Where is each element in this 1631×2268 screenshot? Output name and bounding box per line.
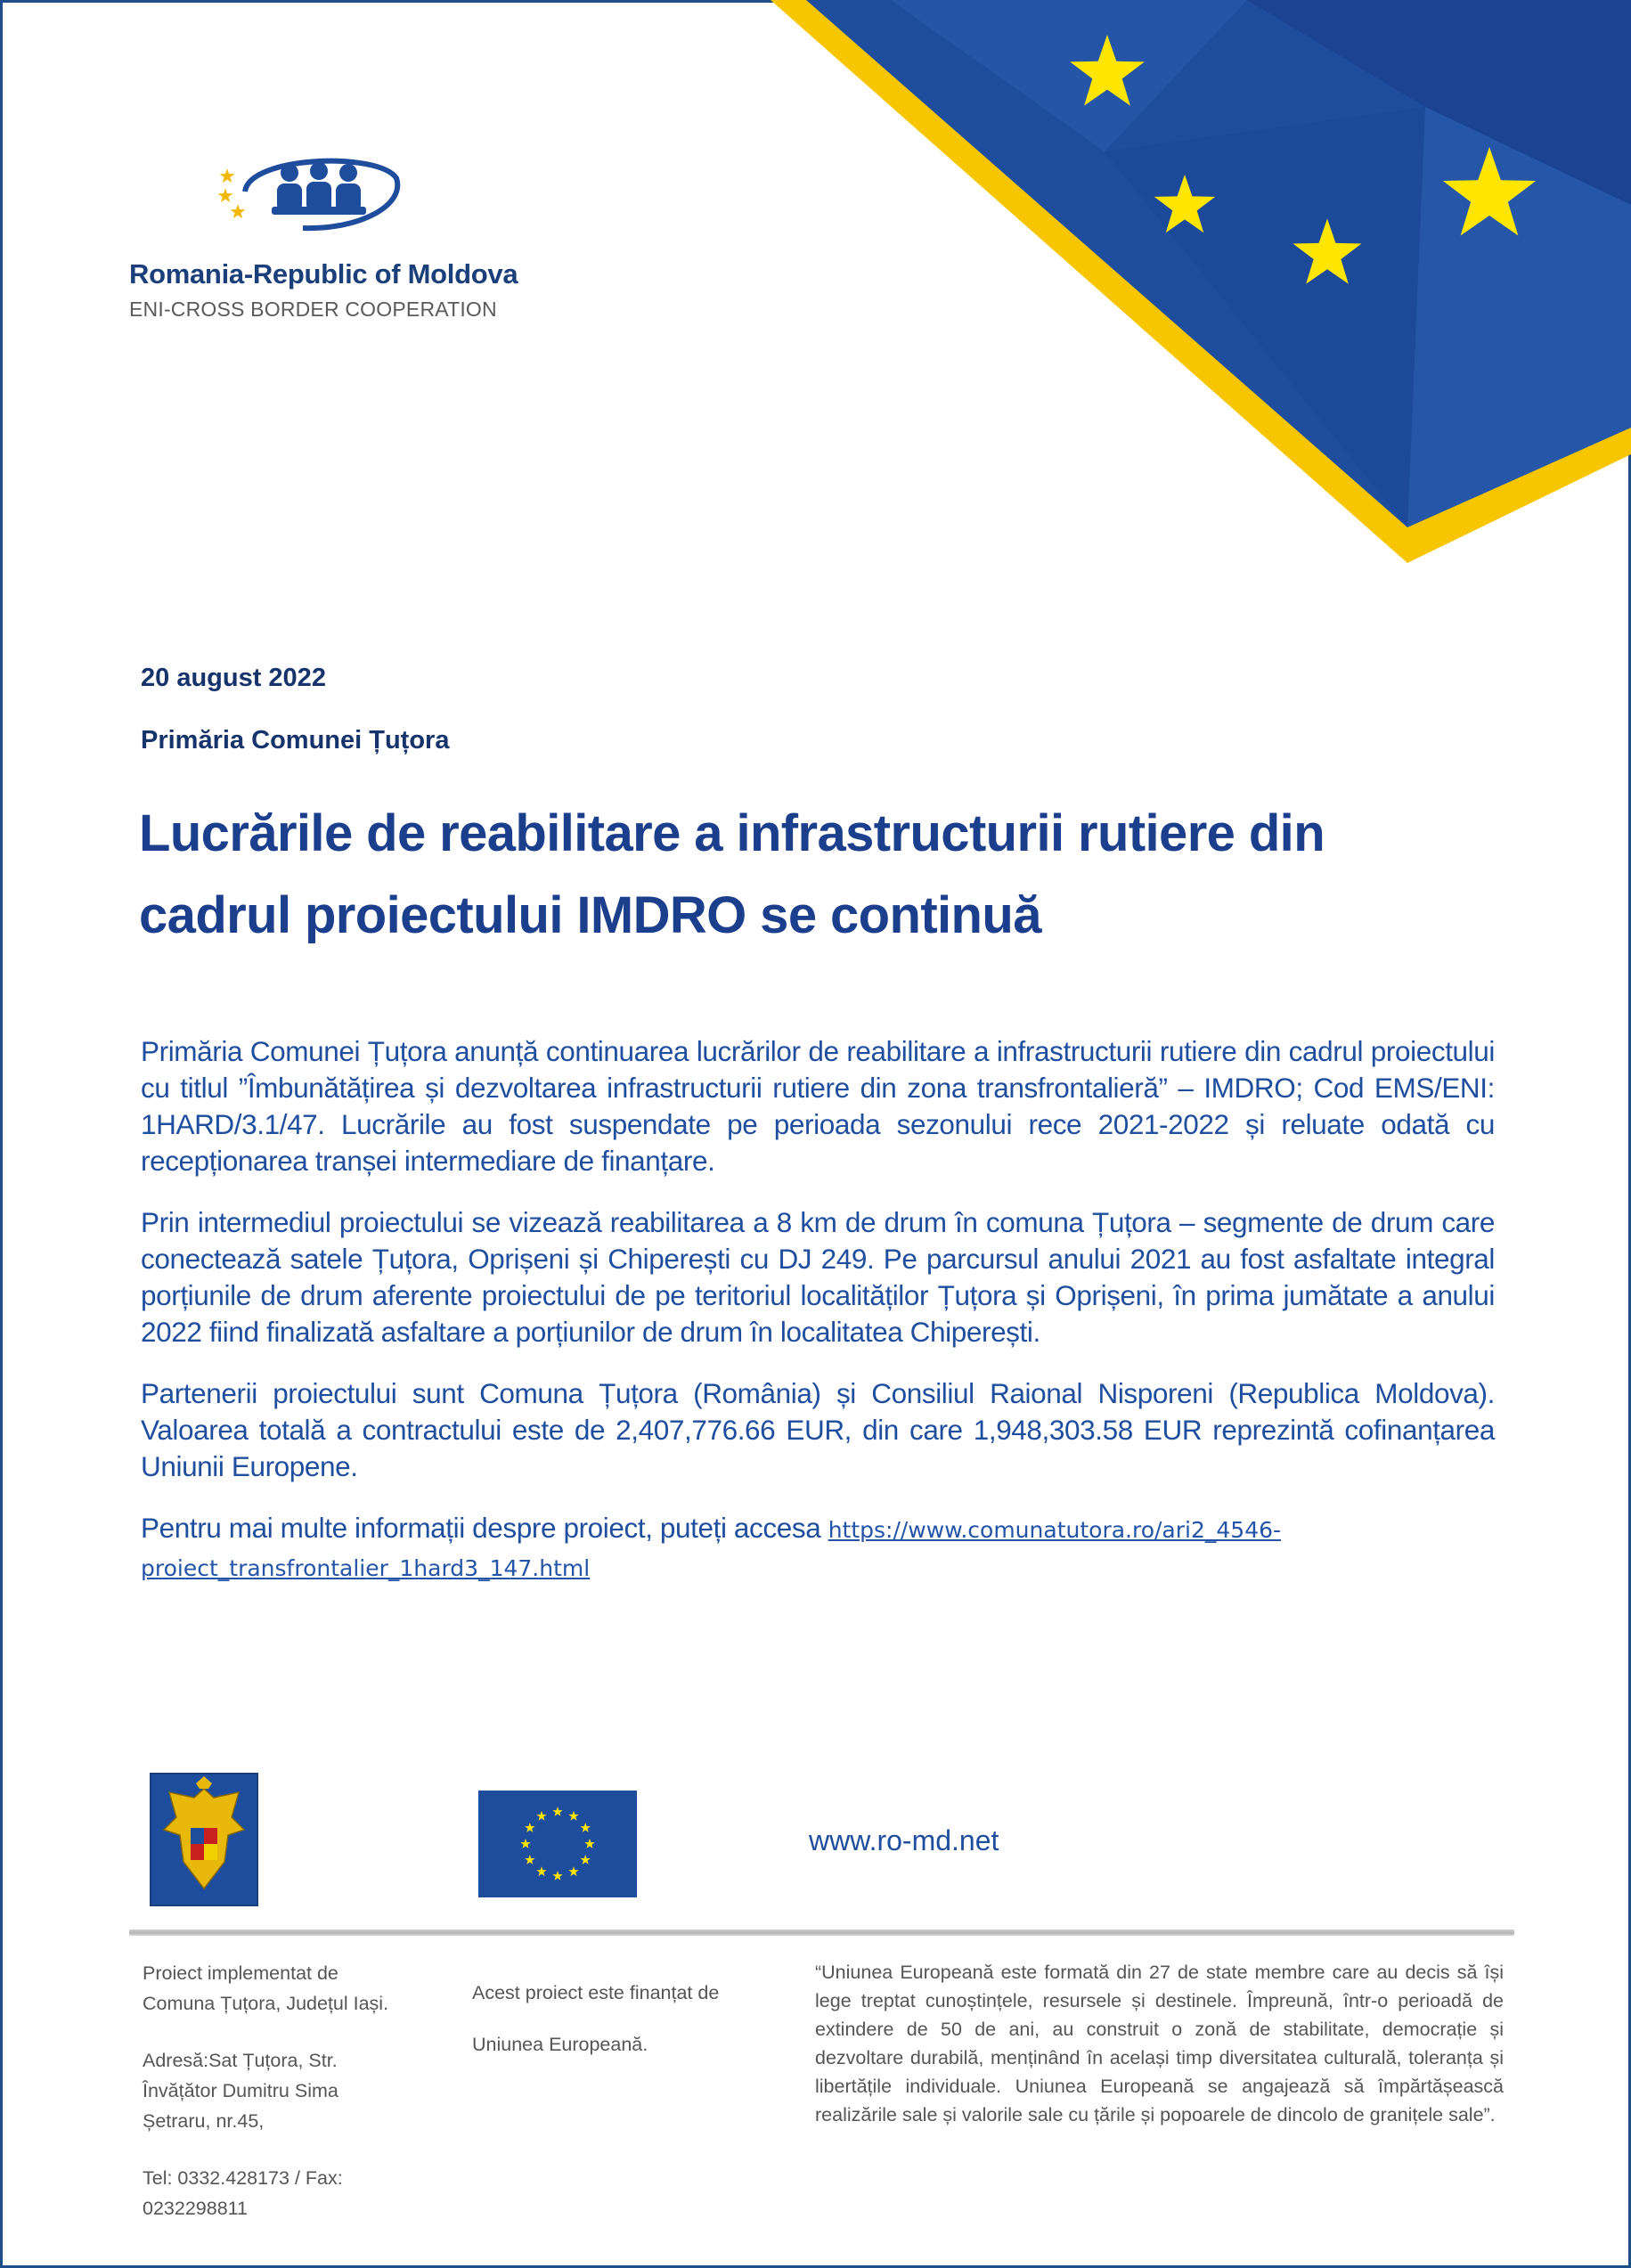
- paragraph-3: Partenerii proiectului sunt Comuna Țuțora (România) și Consiliul Raional Nisporeni (Republica Moldova). Valoarea totală a contractului este de 2,407,776.66 EUR, din care 1,948,303.58 EUR reprezintă cofinanțarea Uniunii Europene.: [141, 1377, 1495, 1482]
- article-body: [141, 1033, 1495, 1611]
- footer-address: Adresă:Sat Țuțora, Str. Învățător Dumitru Sima Șetraru, nr.45,: [143, 2050, 338, 2132]
- paragraph-4: [141, 1510, 1495, 1587]
- footer-implemented-by: Proiect implementat de Comuna Țuțora, Județul Iași.: [143, 1962, 389, 2014]
- footer-contact: [143, 1958, 410, 2250]
- paragraph-1: Primăria Comunei Țuțora anunță continuarea lucrărilor de reabilitare a infrastructurii rutiere din cadrul proiectului cu titlul ”Îmbunătățirea și dezvoltarea infrastructurii rutiere din zona transfrontalieră” – IMDRO; Cod EMS/ENI: 1HARD/3.1/47. Lucrările au fost suspendate pe perioada sezonului rece 2021-2022 și reluate odată cu recepționarea tranșei intermediare de finanțare.: [141, 1035, 1495, 1177]
- logo-subtitle: ENI-CROSS BORDER COOPERATION: [129, 298, 497, 321]
- headline-line-1: Lucrările de reabilitare a infrastructurii rutiere din: [139, 804, 1325, 862]
- article-author: Primăria Comunei Țuțora: [141, 726, 450, 755]
- article-headline: [139, 793, 1529, 957]
- paragraph-2: Prin intermediul proiectului se vizează reabilitarea a 8 km de drum în comuna Țuțora – segmente de drum care conectează satele Țuțora, Oprișeni și Chiperești cu DJ 249. Pe parcursul anului 2021 au fost asfaltate integral porțiunile de drum aferente proiectului de pe teritoriul localităților Țuțora și Oprișeni, în prima jumătate a anului 2022 fiind finalizată asfaltare a porțiunilor de drum în localitatea Chiperești.: [141, 1206, 1495, 1348]
- footer-phone: Tel: 0332.428173 / Fax: 0232298811: [143, 2167, 343, 2219]
- footer-funding: Acest proiect este finanțat de Uniunea Europeană.: [472, 1982, 720, 2055]
- footer-divider: [129, 1929, 1514, 1936]
- article-date: 20 august 2022: [141, 664, 326, 692]
- headline-line-2: cadrul proiectului IMDRO se continuă: [139, 886, 1041, 944]
- project-link[interactable]: https://www.comunatutora.ro/ari2_4546-proiect_transfrontalier_1hard3_147.html: [141, 1517, 1282, 1581]
- paragraph-4-text: Pentru mai multe informații despre proiect, puteți accesa: [141, 1512, 821, 1544]
- people-around-table-logo-icon: [218, 151, 405, 241]
- website-link[interactable]: www.ro-md.net: [809, 1824, 999, 1856]
- eu-flag-icon: [478, 1791, 637, 1897]
- footer-eu-statement: “Uniunea Europeană este formată din 27 de state membre care au decis să își lege treptat cunoștințele, resursele și destinele. Împreună, într-o perioadă de extindere de 50 de ani, au construit o zonă de stabilitate, democrație și dezvoltare durabilă, menținând în același timp diversitatea culturală, toleranța și libertățile individuale. Uniunea Europeană se angajează să împărtășească realizările sale și valorile sale cu țările și popoarele de dincolo de granițele sale”.: [815, 1962, 1504, 2125]
- romania-coat-of-arms-icon: [150, 1773, 258, 1906]
- programme-logo: [129, 151, 539, 322]
- logo-title: Romania-Republic of Moldova: [129, 258, 518, 290]
